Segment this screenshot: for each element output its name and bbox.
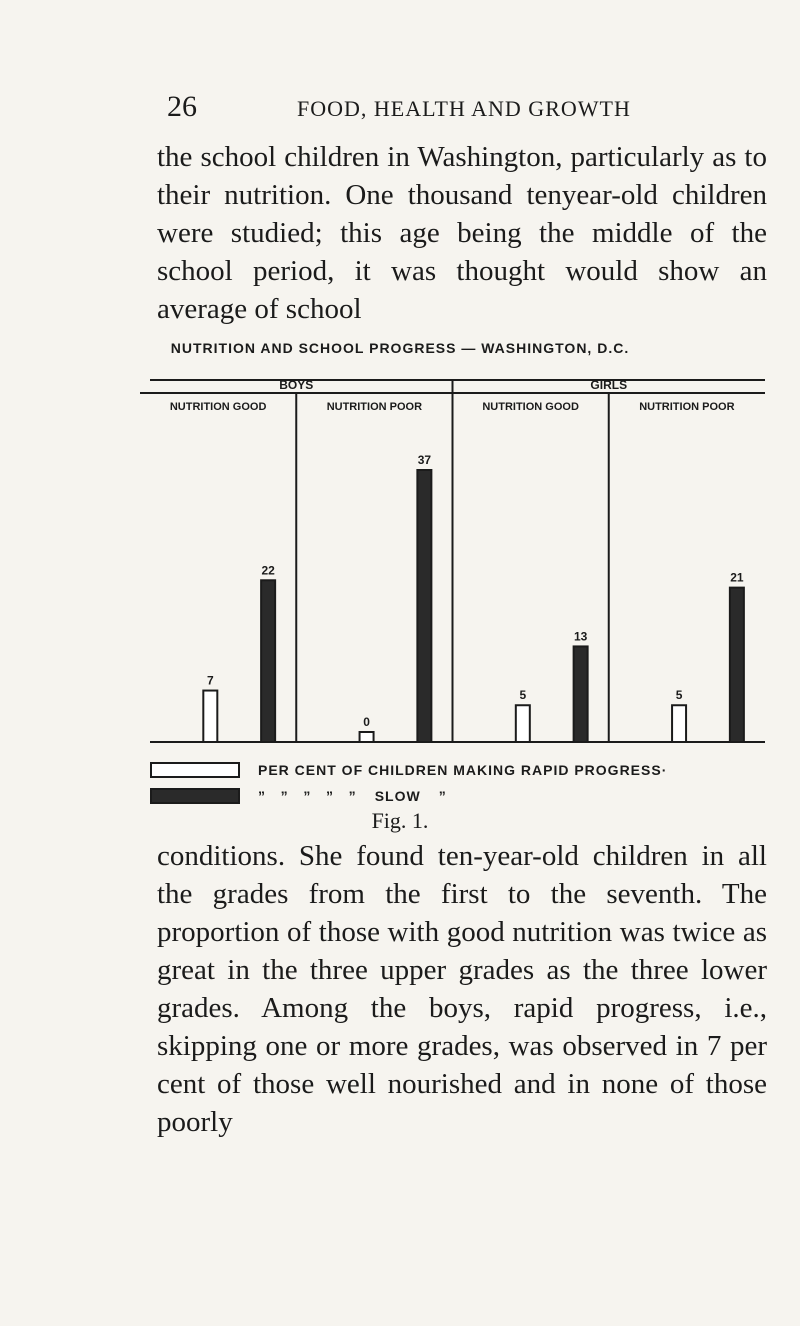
figure-title: NUTRITION AND SCHOOL PROGRESS — WASHINGTON, D.C.: [170, 340, 630, 356]
category-label: NUTRITION POOR: [639, 401, 735, 413]
paragraph-bottom: conditions. She found ten-year-old children in all the grades from the first to the seventh. The proportion of those with good nutrition was twice as great in the three upper grades as the three lower grades. Among the boys, rapid progress, i.e., skipping one or more grades, was observed in 7 per cent of those well nourished and in none of those poorly: [157, 840, 767, 1138]
bar-rapid: [672, 705, 686, 742]
bar-slow: [574, 646, 588, 742]
legend-ditto-end: ”: [438, 788, 447, 804]
bar-value-label: 0: [363, 715, 370, 729]
category-label: NUTRITION POOR: [326, 401, 423, 413]
bar-value-label: 37: [417, 453, 432, 467]
bar-value-label: 5: [519, 688, 527, 703]
page-number: 26: [167, 90, 197, 123]
bar-value-label: 7: [206, 673, 214, 688]
running-title: FOOD, HEALTH AND GROWTH: [297, 96, 631, 121]
bar-value-label: 5: [675, 688, 683, 703]
figure-caption: Fig. 1.: [371, 808, 429, 833]
legend-swatch-rapid: [150, 762, 240, 778]
nutrition-progress-chart: [140, 360, 765, 760]
category-label: NUTRITION GOOD: [169, 401, 267, 413]
group-label-girls: GIRLS: [590, 378, 628, 392]
bar-value-label: 22: [261, 563, 275, 578]
bar-rapid: [203, 691, 217, 742]
bar-rapid: [516, 705, 530, 742]
legend-slow: [150, 786, 447, 806]
bar-value-label: 21: [730, 570, 744, 585]
bar-value-label: 13: [573, 629, 588, 644]
bar-rapid: [360, 732, 374, 742]
legend-ditto-marks: ” ” ” ” ”: [258, 788, 357, 804]
legend-swatch-slow: [150, 788, 240, 804]
legend-rapid: [150, 760, 667, 780]
bar-slow: [730, 588, 744, 742]
page-header: [157, 90, 777, 130]
legend-label-rapid: PER CENT OF CHILDREN MAKING RAPID PROGRESS·: [258, 762, 668, 778]
legend-label-slow: SLOW: [374, 788, 421, 804]
bar-slow: [261, 580, 275, 742]
group-label-boys: BOYS: [279, 378, 314, 392]
bar-slow: [417, 470, 431, 742]
paragraph-top: the school children in Washington, particularly as to their nutrition. One thousand tenyear-old children were studied; this age being the middle of the school period, it was thought would show an average of school: [157, 141, 767, 325]
category-label: NUTRITION GOOD: [482, 401, 579, 413]
